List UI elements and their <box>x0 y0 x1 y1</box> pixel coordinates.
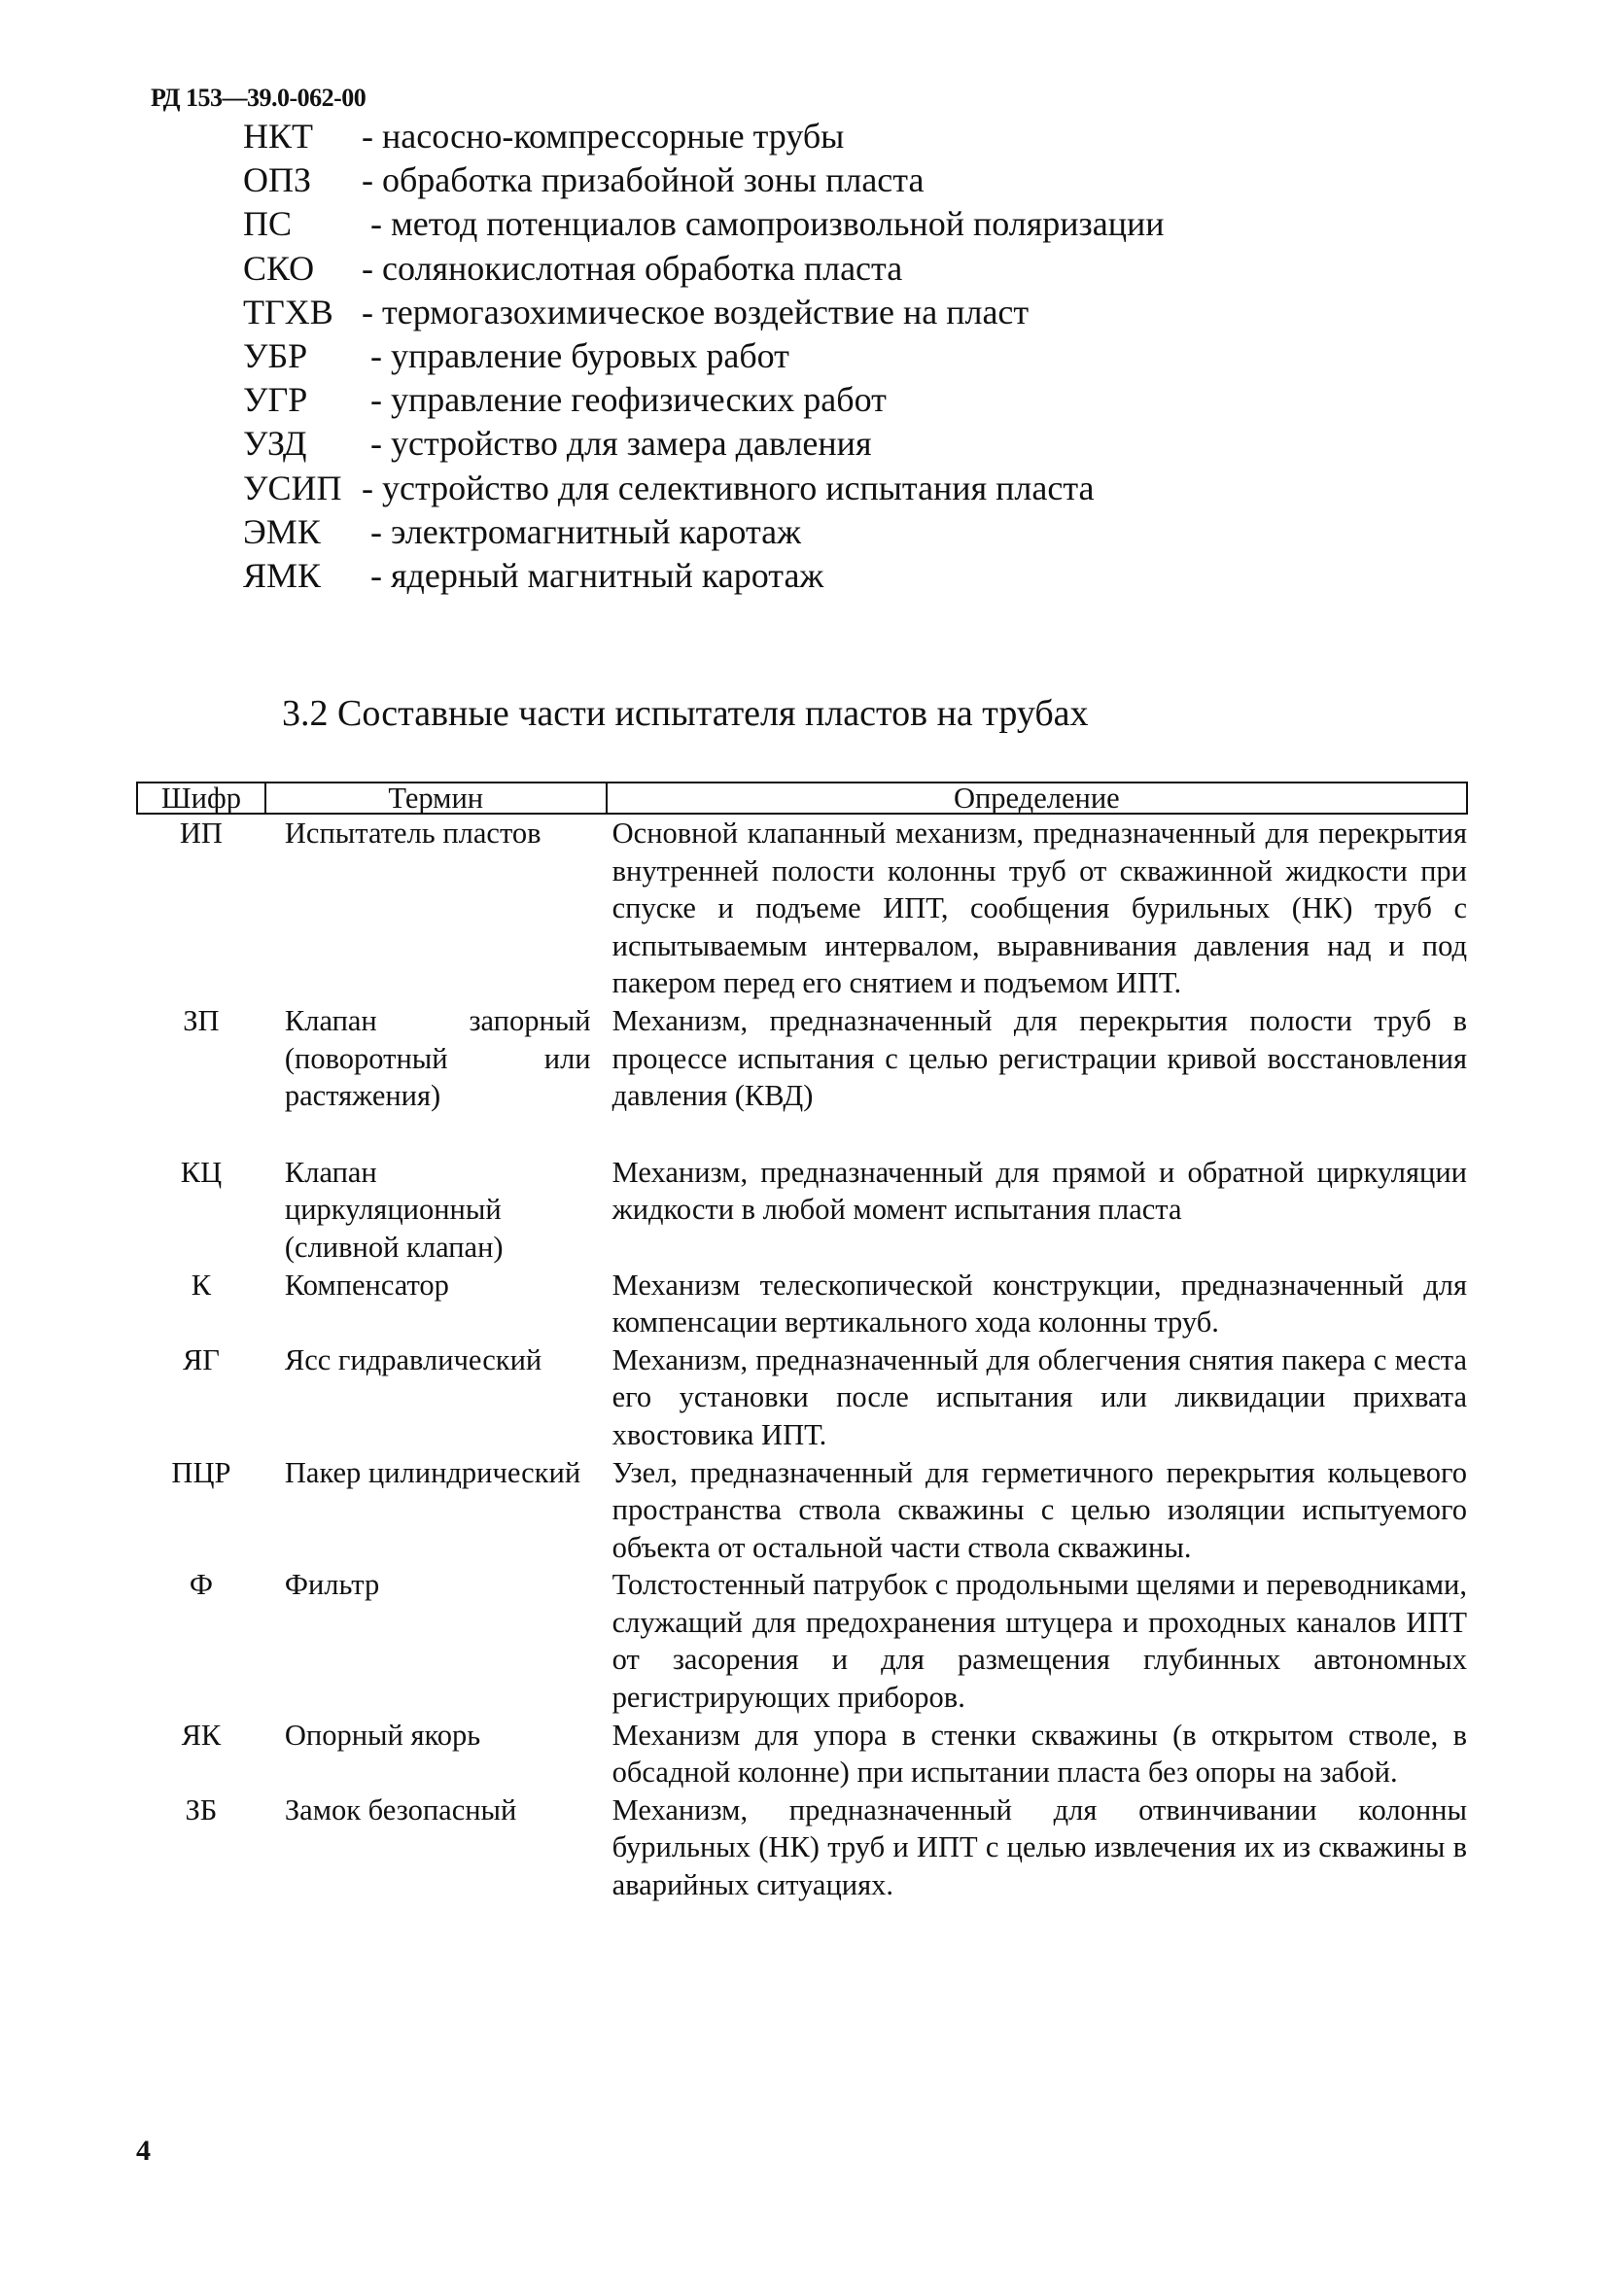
abbreviation-row <box>243 467 1165 510</box>
abbreviation-row <box>243 554 1165 598</box>
row-term: Компенсатор <box>284 1268 449 1302</box>
abbreviation-row <box>243 115 1165 158</box>
table-row <box>137 814 1467 1002</box>
row-term: Фильтр <box>284 1568 380 1602</box>
column-header-code: Шифр <box>137 783 265 814</box>
table-row <box>137 1341 1467 1454</box>
row-code: ЗБ <box>185 1792 218 1826</box>
abbreviation-text: - управление буровых работ <box>362 335 789 375</box>
row-term: Клапан циркуляционный (сливной клапан) <box>284 1155 504 1264</box>
table-row <box>137 1717 1467 1792</box>
table-header-row <box>137 783 1467 814</box>
abbreviation-row <box>243 202 1165 246</box>
abbreviation-text: - ядерный магнитный каротаж <box>362 555 824 595</box>
abbreviation-code: НКТ <box>243 117 313 156</box>
row-term: Пакер цилиндрический <box>284 1455 581 1489</box>
abbreviation-text: - солянокислотная обработка пласта <box>362 248 903 288</box>
column-header-term: Термин <box>265 783 607 814</box>
abbreviation-list <box>243 115 1165 598</box>
abbreviation-text: - метод потенциалов самопроизвольной поляризации <box>362 204 1165 244</box>
abbreviation-text: - обработка призабойной зоны пласта <box>362 160 925 200</box>
abbreviation-text: - управление геофизических работ <box>362 380 887 420</box>
table-row <box>137 1154 1467 1267</box>
row-code: Ф <box>189 1568 213 1602</box>
abbreviation-code: УЗД <box>243 424 307 464</box>
document-code: РД 153—39.0-062-00 <box>151 84 367 112</box>
abbreviation-code: ТГХВ <box>243 292 333 331</box>
row-term: Клапан запорный (поворотный или растяжения) <box>284 1003 591 1113</box>
abbreviation-row <box>243 422 1165 466</box>
row-definition: Механизм, предназначенный для отвинчивании колонны бурильных (НК) труб и ИПТ с целью извлечения их из скважины в аварийных ситуациях. <box>611 1792 1467 1902</box>
row-definition: Механизм, предназначенный для прямой и обратной циркуляции жидкости в любой момент испытания пласта <box>611 1155 1467 1227</box>
section-title: 3.2 Составные части испытателя пластов на трубах <box>282 693 1089 734</box>
row-definition: Основной клапанный механизм, предназначенный для перекрытия внутренней полости колонны труб от скважинной жидкости при спуске и подъеме ИПТ, сообщения бурильных (НК) труб с испытываемым интервалом, выравнивания давления над и под пакером перед его снятием и подъемом ИПТ. <box>611 817 1467 1000</box>
row-term: Опорный якорь <box>284 1718 481 1752</box>
row-term: Ясс гидравлический <box>284 1342 542 1376</box>
row-code: ЯГ <box>182 1342 220 1376</box>
row-code: КЦ <box>180 1155 223 1189</box>
row-code: ЯК <box>181 1718 222 1752</box>
table-row <box>137 1792 1467 1904</box>
abbreviation-text: - устройство для замера давления <box>362 424 872 464</box>
components-table <box>136 782 1468 1904</box>
abbreviation-code: ЭМК <box>243 511 321 551</box>
abbreviation-text: - устройство для селективного испытания пласта <box>362 468 1095 507</box>
abbreviation-code: СКО <box>243 248 315 288</box>
row-definition: Механизм, предназначенный для перекрытия полости труб в процессе испытания с целью регистрации кривой восстановления давления (КВД) <box>611 1003 1467 1113</box>
table-row <box>137 1267 1467 1341</box>
row-code: ИП <box>179 817 223 850</box>
row-definition: Узел, предназначенный для герметичного перекрытия кольцевого пространства ствола скважины с целью изоляции испытуемого объекта от остальной части ствола скважины. <box>611 1455 1467 1564</box>
row-code: ЗП <box>183 1003 220 1037</box>
abbreviation-row <box>243 334 1165 378</box>
row-definition: Механизм, предназначенный для облегчения снятия пакера с места его установки после испытания или ликвидации прихвата хвостовика ИПТ. <box>611 1342 1467 1451</box>
abbreviation-row <box>243 378 1165 422</box>
row-term: Замок безопасный <box>284 1792 517 1826</box>
abbreviation-code: УБР <box>243 335 308 375</box>
abbreviation-text: - электромагнитный каротаж <box>362 511 801 551</box>
abbreviation-text: - термогазохимическое воздействие на пласт <box>362 292 1030 331</box>
abbreviation-code: ПС <box>243 204 293 244</box>
table-row <box>137 1002 1467 1154</box>
row-term: Испытатель пластов <box>284 817 541 850</box>
abbreviation-row <box>243 247 1165 291</box>
abbreviation-text: - насосно-компрессорные трубы <box>362 117 845 156</box>
row-definition: Механизм для упора в стенки скважины (в открытом стволе, в обсадной колонне) при испытании пласта без опоры на забой. <box>611 1718 1467 1790</box>
abbreviation-row <box>243 291 1165 334</box>
page-number: 4 <box>136 2135 151 2167</box>
abbreviation-code: ОПЗ <box>243 160 312 200</box>
abbreviation-code: УГР <box>243 380 308 420</box>
row-definition: Механизм телескопической конструкции, предназначенный для компенсации вертикального хода колонны труб. <box>611 1268 1467 1339</box>
row-definition: Толстостенный патрубок с продольными щелями и переводниками, служащий для предохранения штуцера и проходных каналов ИПТ от засорения и для размещения глубинных автономных регистрирующих приборов. <box>611 1568 1467 1715</box>
row-code: ПЦР <box>171 1455 231 1489</box>
abbreviation-row <box>243 510 1165 554</box>
abbreviation-row <box>243 158 1165 202</box>
table-row <box>137 1566 1467 1716</box>
row-code: К <box>191 1268 212 1302</box>
abbreviation-code: УСИП <box>243 468 342 507</box>
table-row <box>137 1454 1467 1567</box>
abbreviation-code: ЯМК <box>243 555 322 595</box>
column-header-definition: Определение <box>607 783 1467 814</box>
